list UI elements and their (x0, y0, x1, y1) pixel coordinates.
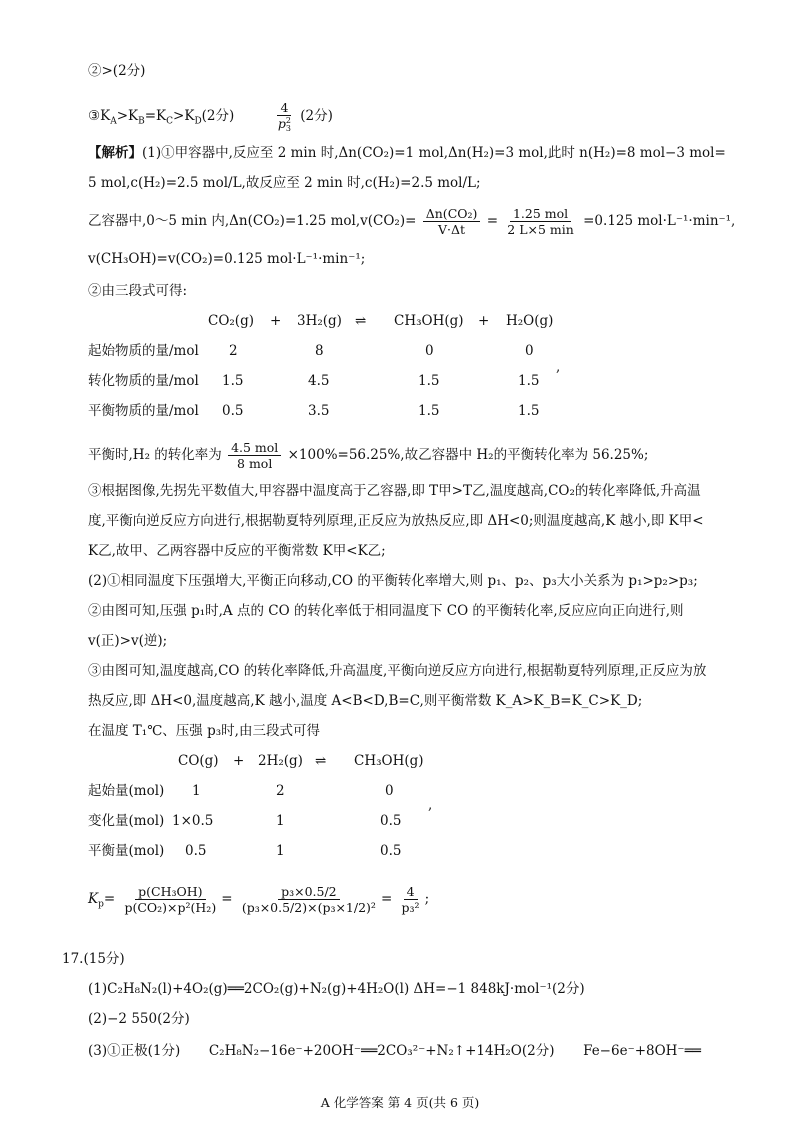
plus: + (270, 313, 282, 329)
species: CO₂(g) (208, 313, 254, 329)
frac-den: 2 L×5 min (507, 222, 574, 237)
analysis-line-13: ③由图可知,温度越高,CO 的转化率降低,升高温度,平衡向逆反应方向进行,根据勒夏特列原理,正反应为放 (88, 663, 707, 679)
row-label: 平衡量(mol) (88, 843, 165, 859)
analysis-line-9: K乙,故甲、乙两容器中反应的平衡常数 K甲<K乙; (88, 543, 386, 559)
analysis-line-6 (88, 440, 648, 471)
equilibrium-arrow: ⇌ (355, 313, 367, 329)
species: CO(g) (178, 753, 219, 769)
analysis-line-10: (2)①相同温度下压强增大,平衡正向移动,CO 的平衡转化率增大,则 p₁、p₂、p₃大小关系为 p₁>p₂>p₃; (88, 573, 698, 589)
comma: , (428, 797, 433, 813)
analysis-line-8: 度,平衡向逆反应方向进行,根据勒夏特列原理,正反应为放热反应,即 ΔH<0;则温度越高,K 越小,即 K甲< (88, 513, 704, 529)
cell: 4.5 (308, 373, 330, 389)
analysis-line-3 (88, 206, 735, 237)
text: =K (144, 107, 167, 124)
analysis-line-2: 5 mol,c(H₂)=2.5 mol/L,故反应至 2 min 时,c(H₂)=2.5 mol/L; (88, 175, 481, 191)
text: =0.125 mol·L⁻¹·min⁻¹, (583, 213, 736, 229)
cell: 1.5 (518, 373, 540, 389)
kp-fraction-substituted (239, 884, 379, 915)
frac-den: V·Δt (438, 222, 466, 237)
cell: 0.5 (380, 843, 402, 859)
text: >K (116, 107, 139, 124)
cell: 2 (276, 783, 285, 799)
analysis-line-7: ③根据图像,先拐先平数值大,甲容器中温度高于乙容器,即 T甲>T乙,温度越高,CO₂的转化率降低,升高温 (88, 483, 701, 499)
question-17-part-3 (88, 1042, 701, 1060)
text: 平衡时,H₂ 的转化率为 (88, 447, 222, 463)
kp-fraction-result (399, 884, 423, 915)
fraction-rate (423, 206, 481, 237)
frac-den: 8 mol (237, 456, 273, 471)
cell: 1.5 (518, 403, 540, 419)
row-label: 起始量(mol) (88, 783, 165, 799)
kp-sub: p (98, 899, 104, 910)
text-k: ③K (88, 107, 111, 124)
kp-symbol: K (88, 891, 99, 907)
cell: 0 (385, 783, 394, 799)
analysis-line-5: ②由三段式可得: (88, 283, 188, 299)
sub-a: A (110, 116, 117, 127)
plus: + (233, 753, 245, 769)
cell: 1.5 (418, 373, 440, 389)
equals: = (486, 213, 498, 229)
sub-c: C (166, 116, 174, 127)
frac-den: p(CO₂)×p²(H₂) (124, 900, 217, 915)
text: 乙容器中,0～5 min 内,Δn(CO₂)=1.25 mol,v(CO₂)= (88, 213, 417, 229)
sub-d: D (194, 116, 202, 127)
kp-expression: $K_p=$ $\frac{\text{p(CH₃OH)}}{\text{p(CO₂)×p²(H₂)}}$ = $\frac{\text{p₃×0.5/2}}{\text{(p₃×0.5/2)×(p₃×1/2)²}}$ = $\frac{4}{\text{p₃²}}$ ; (88, 884, 430, 915)
equation: C₂H₈N₂−16e⁻+20OH⁻══2CO₃²⁻+N₂↑+14H₂O(2分) (208, 1043, 555, 1059)
analysis-label: 【解析】 (88, 145, 142, 161)
question-17-part-2: (2)−2 550(2分) (88, 1011, 190, 1027)
species: CH₃OH(g) (354, 753, 424, 769)
frac-num: 1.25 mol (510, 206, 571, 222)
cell: 1 (276, 813, 285, 829)
analysis-line-11: ②由图可知,压强 p₁时,A 点的 CO 的转化率低于相同温度下 CO 的平衡转化率,反应应向正向进行,则 (88, 603, 684, 619)
cell: 0.5 (185, 843, 207, 859)
cell: 1.5 (418, 403, 440, 419)
answer-line-3 (88, 100, 333, 133)
text: (3)①正极(1分) (88, 1043, 181, 1059)
cell: 2 (229, 343, 238, 359)
species: 3H₂(g) (297, 313, 342, 329)
frac-num: 4 (404, 884, 418, 900)
answer-line-2: ②>(2分) (88, 63, 146, 79)
frac-den (275, 116, 294, 133)
analysis-line-15: 在温度 T₁℃、压强 p₃时,由三段式可得 (88, 723, 320, 739)
cell: 8 (315, 343, 324, 359)
species: 2H₂(g) (258, 753, 303, 769)
fraction-values (504, 206, 577, 237)
cell: 1.5 (222, 373, 244, 389)
kp-fraction-partial-pressure (121, 884, 219, 915)
frac-den: (p₃×0.5/2)×(p₃×1/2)² (241, 900, 376, 915)
row-label: 变化量(mol) (88, 813, 165, 829)
row-label: 平衡物质的量/mol (88, 403, 199, 419)
species: CH₃OH(g) (394, 313, 464, 329)
analysis-line-4: v(CH₃OH)=v(CO₂)=0.125 mol·L⁻¹·min⁻¹; (88, 251, 366, 267)
page-footer: A 化学答案 第 4 页(共 6 页) (320, 1095, 480, 1110)
frac-num: 4.5 mol (228, 440, 281, 456)
fraction-conversion (228, 440, 281, 471)
plus: + (478, 313, 490, 329)
sub-b: B (138, 116, 145, 127)
p: p (277, 116, 286, 131)
cell: 0 (425, 343, 434, 359)
cell: 0 (525, 343, 534, 359)
question-17-part-1: (1)C₂H₈N₂(l)+4O₂(g)══2CO₂(g)+N₂(g)+4H₂O(l) ΔH=−1 848kJ·mol⁻¹(2分) (88, 981, 585, 997)
sub: 3 (285, 123, 291, 133)
cell: 1×0.5 (172, 813, 214, 829)
sup: 2 (285, 115, 291, 125)
comma: , (556, 359, 561, 375)
row-label: 起始物质的量/mol (88, 343, 199, 359)
frac-den: p₃² (401, 900, 420, 915)
frac-num: 4 (277, 100, 291, 116)
cell: 3.5 (308, 403, 330, 419)
row-label: 转化物质的量/mol (88, 373, 199, 389)
score: (2分) (201, 107, 235, 124)
analysis-line-1 (88, 144, 726, 162)
equilibrium-arrow: ⇌ (315, 753, 327, 769)
cell: 1 (192, 783, 201, 799)
score: (2分) (300, 107, 333, 124)
fraction-4-over-p3sq (275, 100, 294, 133)
question-17-header: 17.(15分) (62, 951, 125, 967)
analysis-line-14: 热反应,即 ΔH<0,温度越高,K 越小,温度 A<B<D,B=C,则平衡常数 K_A>K_B=K_C>K_D; (88, 693, 643, 709)
frac-num: Δn(CO₂) (423, 206, 481, 222)
text: ×100%=56.25%,故乙容器中 H₂的平衡转化率为 56.25%; (287, 447, 649, 463)
text: (1)①甲容器中,反应至 2 min 时,Δn(CO₂)=1 mol,Δn(H₂)=3 mol,此时 n(H₂)=8 mol−3 mol= (142, 145, 726, 161)
species: H₂O(g) (506, 313, 554, 329)
equation: Fe−6e⁻+8OH⁻══ (583, 1043, 701, 1059)
cell: 1 (276, 843, 285, 859)
cell: 0.5 (380, 813, 402, 829)
text: >K (173, 107, 195, 124)
analysis-line-12: v(正)>v(逆); (88, 633, 168, 649)
cell: 0.5 (222, 403, 244, 419)
frac-num: p₃×0.5/2 (278, 884, 340, 900)
frac-num: p(CH₃OH) (135, 884, 205, 900)
